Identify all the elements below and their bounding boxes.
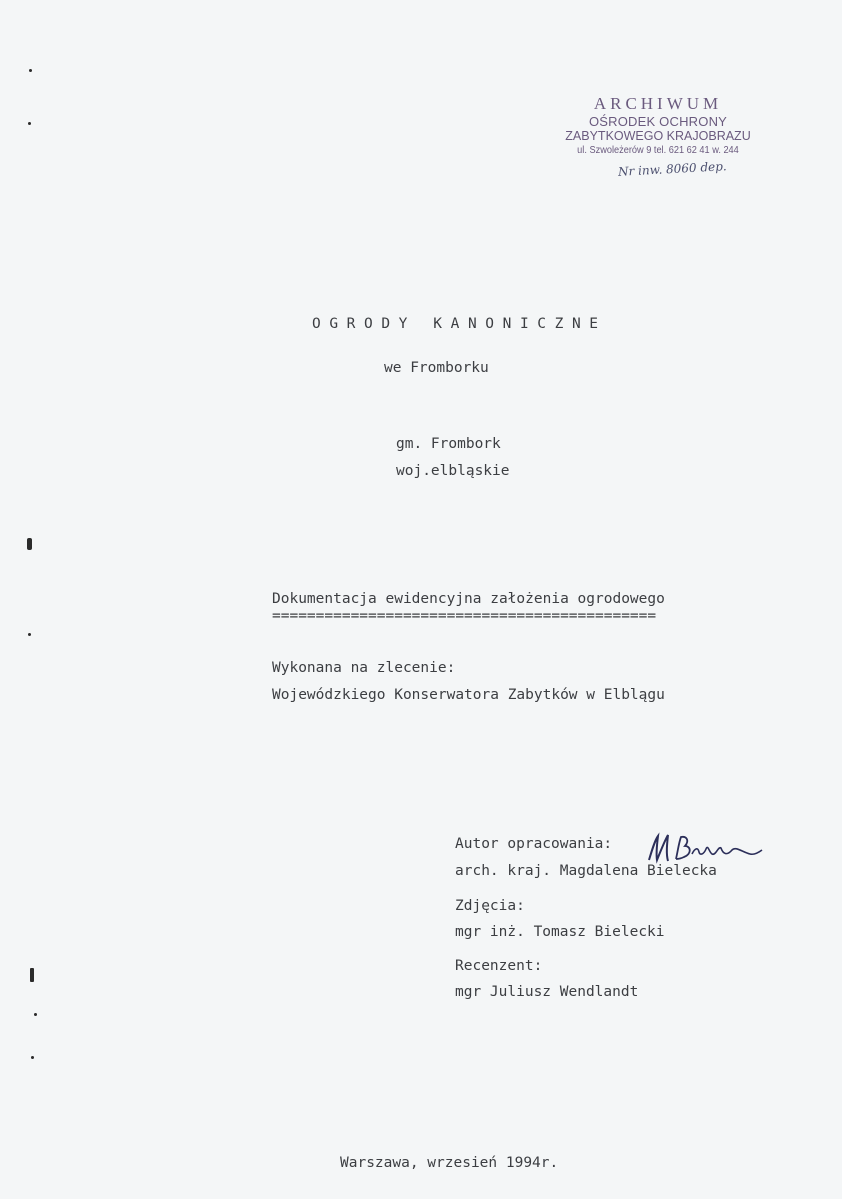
documentation-type-underline: ============================================ <box>272 608 657 624</box>
document-gmina: gm. Frombork <box>396 436 501 452</box>
reviewer-name: mgr Juliusz Wendlandt <box>455 984 639 1000</box>
margin-mark-1 <box>29 69 32 72</box>
photos-label: Zdjęcia: <box>455 898 525 914</box>
document-title: OGRODY KANONICZNE <box>312 316 607 332</box>
margin-mark-5 <box>30 968 34 982</box>
photographer-name: mgr inż. Tomasz Bielecki <box>455 924 665 940</box>
stamp-line-institution: OŚRODEK OCHRONY <box>588 114 728 129</box>
archive-stamp <box>548 94 768 158</box>
stamp-line-address: ul. Szwoleżerów 9 tel. 621 62 41 w. 244 <box>577 145 739 156</box>
inventory-number-note: Nr inw. 8060 dep. <box>617 159 728 179</box>
margin-mark-2 <box>28 122 31 125</box>
place-and-date: Warszawa, wrzesień 1994r. <box>340 1155 559 1171</box>
document-place: we Fromborku <box>384 360 489 376</box>
margin-mark-7 <box>31 1056 34 1059</box>
reviewer-label: Recenzent: <box>455 958 543 974</box>
margin-mark-6 <box>34 1013 37 1016</box>
stamp-line-institution-2: ZABYTKOWEGO KRAJOBRAZU <box>565 129 751 143</box>
author-label: Autor opracowania: <box>455 836 613 852</box>
documentation-type: Dokumentacja ewidencyjna założenia ogrodowego <box>272 591 665 607</box>
order-value: Wojewódzkiego Konserwatora Zabytków w Elblągu <box>272 687 665 703</box>
author-name: arch. kraj. Magdalena Bielecka <box>455 863 717 879</box>
author-signature <box>646 832 764 866</box>
order-label: Wykonana na zlecenie: <box>272 660 456 676</box>
margin-mark-4 <box>28 633 31 636</box>
margin-mark-3 <box>27 538 32 550</box>
document-voivodeship: woj.elbląskie <box>396 463 510 479</box>
stamp-line-archive: ARCHIWUM <box>593 94 723 113</box>
